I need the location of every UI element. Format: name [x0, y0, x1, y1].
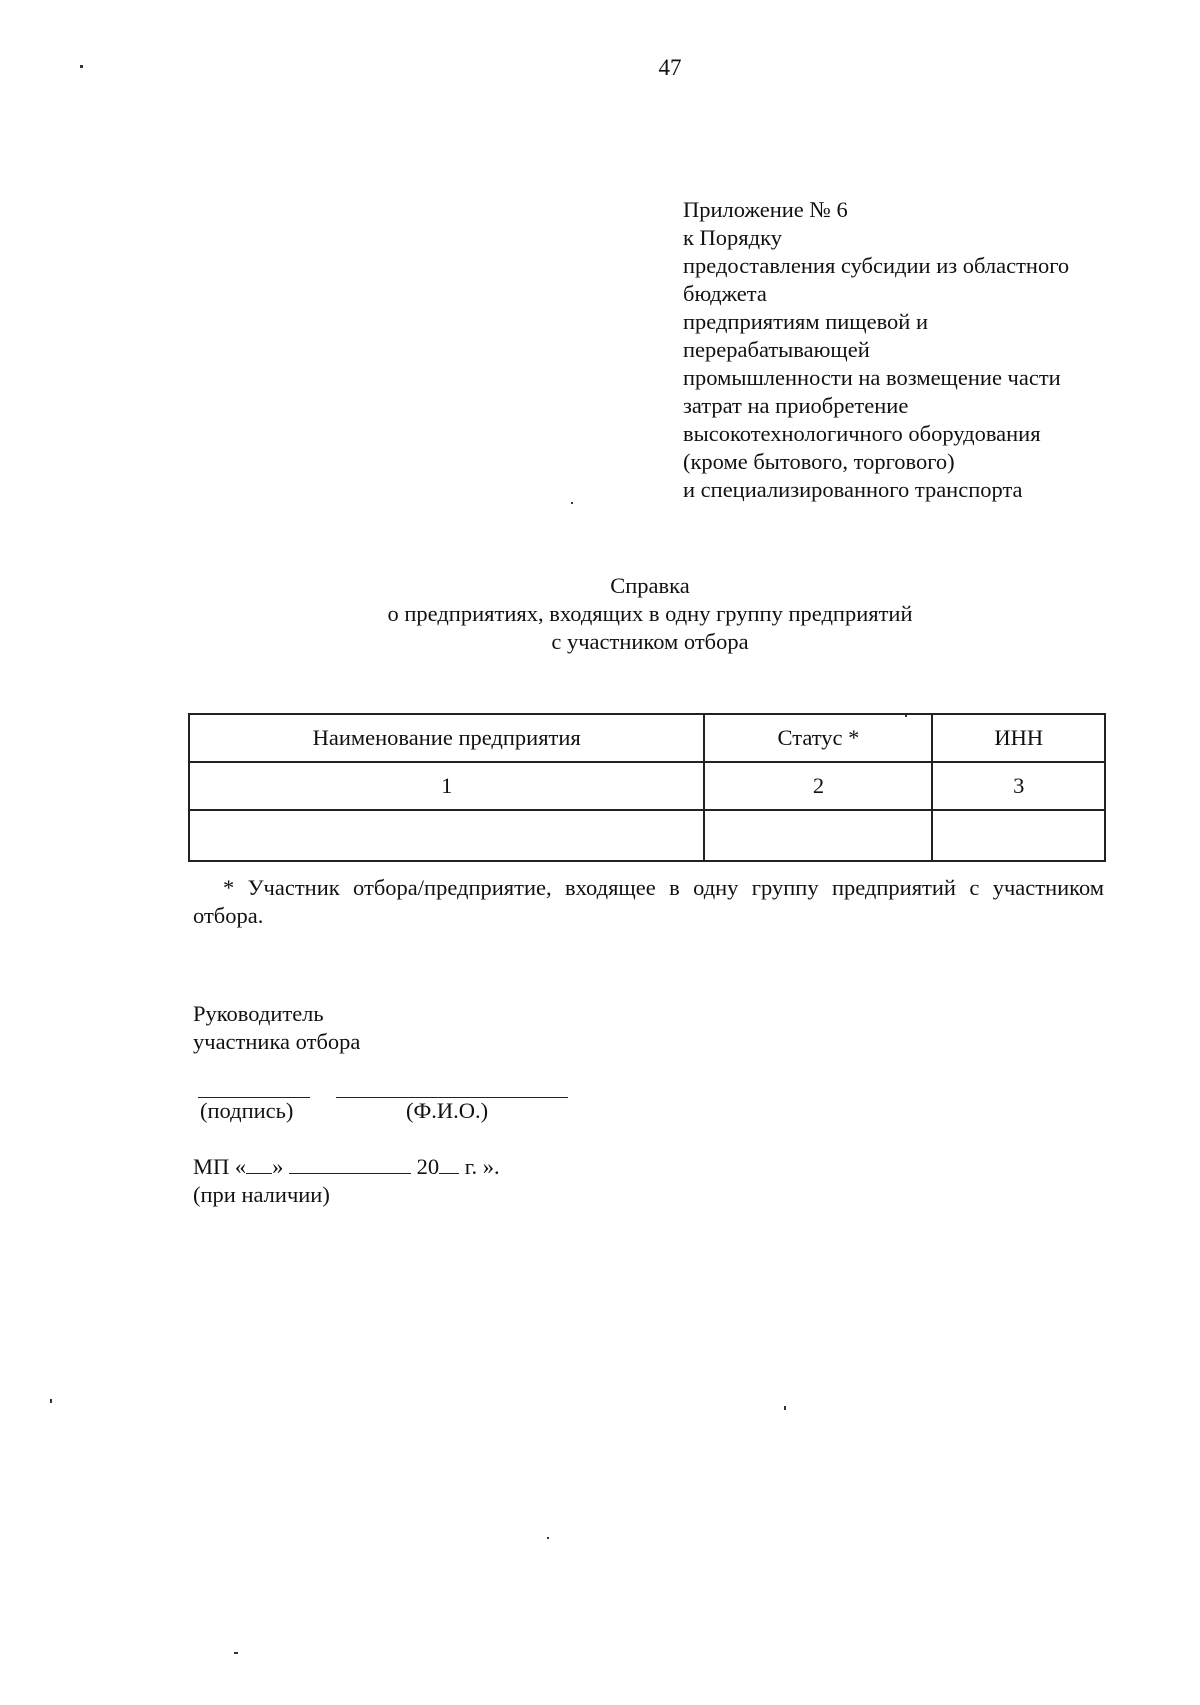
- year-suffix: г. ».: [464, 1154, 500, 1179]
- year-blank: [439, 1155, 459, 1174]
- title-subheading: о предприятиях, входящих в одну группу предприятий: [387, 601, 913, 626]
- scan-speck: [547, 1537, 549, 1539]
- appendix-line: бюджета: [683, 281, 767, 306]
- table-cell: 3: [932, 762, 1105, 810]
- appendix-line: (кроме бытового, торгового): [683, 449, 955, 474]
- table-cell: 2: [704, 762, 932, 810]
- table-cell: 1: [189, 762, 704, 810]
- page-number: 47: [658, 55, 682, 80]
- name-caption: (Ф.И.О.): [406, 1098, 489, 1123]
- appendix-line: высокотехнологичного оборудования: [683, 421, 1041, 446]
- close-quote: »: [272, 1154, 284, 1179]
- stamp-date-line: [193, 1153, 500, 1181]
- month-blank: [289, 1155, 411, 1174]
- stamp-label: МП «: [193, 1154, 247, 1179]
- appendix-line: промышленности на возмещение части: [683, 365, 1061, 390]
- appendix-line: предприятиям пищевой и: [683, 309, 929, 334]
- appendix-line: к Порядку: [683, 225, 782, 250]
- table-cell: [932, 810, 1105, 861]
- table-row: [189, 810, 1105, 861]
- table-cell: [704, 810, 932, 861]
- column-header-inn: ИНН: [932, 714, 1105, 762]
- column-header-status: Статус *: [704, 714, 932, 762]
- appendix-reference: [683, 196, 1143, 504]
- appendix-line: предоставления субсидии из областного: [683, 253, 1070, 278]
- enterprise-table: [188, 713, 1106, 862]
- scan-speck: [571, 502, 573, 504]
- table-header-row: [189, 714, 1105, 762]
- table-cell: [189, 810, 704, 861]
- signer-title: [193, 1000, 360, 1056]
- scan-speck: [80, 65, 83, 68]
- scan-speck: [784, 1406, 786, 1410]
- footnote: * Участник отбора/предприятие, входящее в одну группу предприятий с участником отбора.: [193, 875, 1104, 928]
- appendix-line: Приложение № 6: [683, 197, 848, 222]
- scan-speck: [905, 715, 907, 717]
- scan-speck: [234, 1652, 238, 1654]
- signature-caption: (подпись): [200, 1098, 294, 1123]
- day-blank: [246, 1155, 272, 1174]
- signer-line: Руководитель: [193, 1001, 324, 1026]
- appendix-line: перерабатывающей: [683, 337, 870, 362]
- year-prefix: 20: [416, 1154, 440, 1179]
- presence-note: (при наличии): [193, 1182, 330, 1207]
- title-subheading-cont: с участником отбора: [551, 629, 749, 654]
- scan-speck: [50, 1399, 52, 1403]
- title-heading: Справка: [610, 573, 690, 598]
- column-header-name: Наименование предприятия: [189, 714, 704, 762]
- document-title: [0, 572, 1200, 656]
- signer-line: участника отбора: [193, 1029, 361, 1054]
- table-row: [189, 762, 1105, 810]
- appendix-line: затрат на приобретение: [683, 393, 909, 418]
- appendix-line: и специализированного транспорта: [683, 477, 1023, 502]
